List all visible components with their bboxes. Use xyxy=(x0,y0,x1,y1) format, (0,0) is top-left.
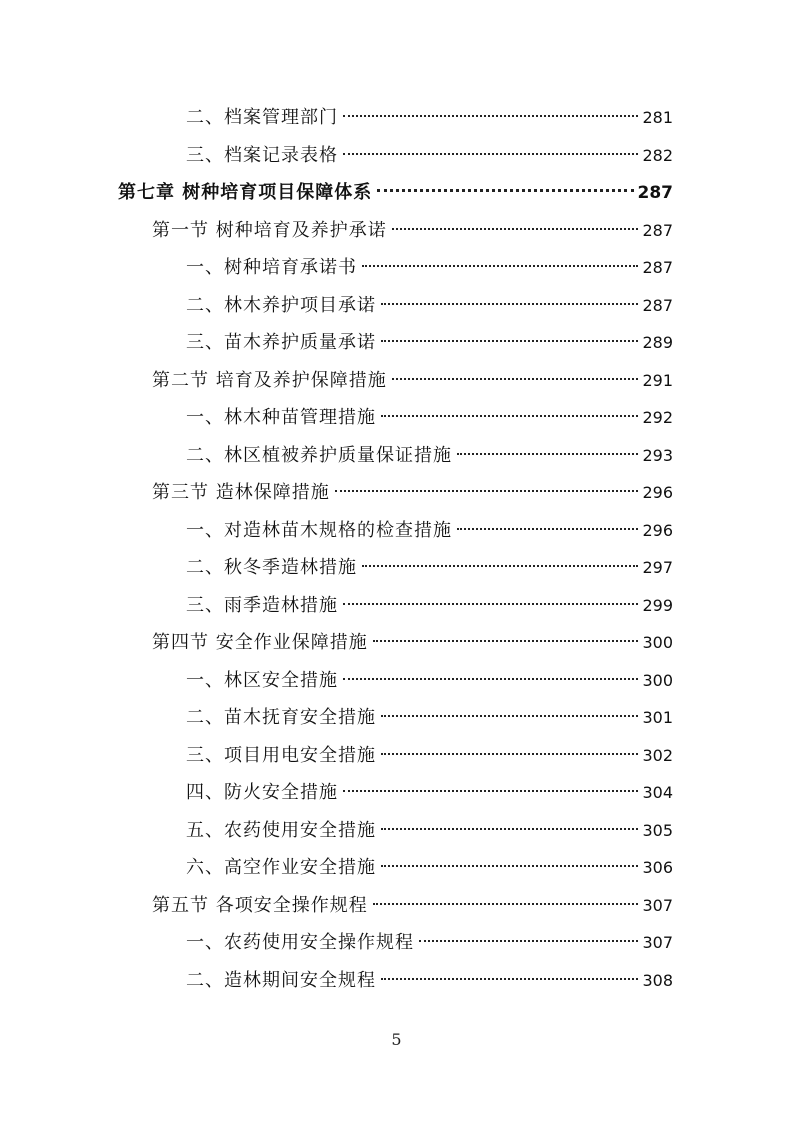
toc-entry-title: 第五节 各项安全操作规程 xyxy=(152,895,368,916)
toc-dot-leader xyxy=(457,453,638,455)
toc-entry-page: 287 xyxy=(642,258,673,277)
toc-entry-page: 291 xyxy=(642,371,673,390)
toc-entry-page: 307 xyxy=(642,933,673,952)
toc-entry[interactable] xyxy=(186,253,673,283)
toc-entry[interactable] xyxy=(186,553,673,583)
toc-entry-title: 第二节 培育及养护保障措施 xyxy=(152,370,387,391)
toc-dot-leader xyxy=(381,828,638,830)
toc-dot-leader xyxy=(362,565,638,567)
toc-entry-page: 300 xyxy=(642,633,673,652)
toc-dot-leader xyxy=(381,715,638,717)
toc-dot-leader xyxy=(377,189,633,192)
toc-entry-page: 307 xyxy=(642,896,673,915)
toc-dot-leader xyxy=(343,603,638,605)
toc-dot-leader xyxy=(343,153,638,155)
toc-dot-leader xyxy=(373,640,639,642)
toc-entry-title: 四、防火安全措施 xyxy=(186,782,338,803)
toc-dot-leader xyxy=(381,415,638,417)
toc-entry-page: 293 xyxy=(642,446,673,465)
table-of-contents xyxy=(0,100,793,1000)
toc-entry-page: 292 xyxy=(642,408,673,427)
toc-section-entry[interactable] xyxy=(152,366,673,396)
toc-section-entry[interactable] xyxy=(152,478,673,508)
toc-entry-page: 297 xyxy=(642,558,673,577)
toc-entry-page: 299 xyxy=(642,596,673,615)
toc-entry-page: 308 xyxy=(642,971,673,990)
toc-entry-title: 第四节 安全作业保障措施 xyxy=(152,632,368,653)
toc-entry-title: 第七章 树种培育项目保障体系 xyxy=(118,182,373,203)
toc-entry-title: 第一节 树种培育及养护承诺 xyxy=(152,220,387,241)
toc-entry-title: 三、雨季造林措施 xyxy=(186,595,338,616)
toc-entry-title: 三、项目用电安全措施 xyxy=(186,745,376,766)
toc-dot-leader xyxy=(335,490,639,492)
toc-dot-leader xyxy=(362,265,638,267)
toc-entry[interactable] xyxy=(186,966,673,996)
toc-entry-page: 287 xyxy=(642,296,673,315)
toc-entry[interactable] xyxy=(186,703,673,733)
toc-entry-title: 一、林区安全措施 xyxy=(186,670,338,691)
toc-chapter-entry[interactable] xyxy=(118,178,673,208)
toc-entry-page: 302 xyxy=(642,746,673,765)
toc-entry-title: 二、林区植被养护质量保证措施 xyxy=(186,445,452,466)
toc-dot-leader xyxy=(381,865,638,867)
toc-entry-title: 一、林木种苗管理措施 xyxy=(186,407,376,428)
toc-entry-page: 300 xyxy=(642,671,673,690)
toc-entry[interactable] xyxy=(186,141,673,171)
toc-dot-leader xyxy=(381,303,638,305)
toc-entry-title: 三、档案记录表格 xyxy=(186,145,338,166)
toc-entry-title: 六、高空作业安全措施 xyxy=(186,857,376,878)
toc-entry[interactable] xyxy=(186,591,673,621)
toc-entry[interactable] xyxy=(186,328,673,358)
toc-entry-page: 289 xyxy=(642,333,673,352)
toc-entry[interactable] xyxy=(186,666,673,696)
toc-entry-page: 287 xyxy=(642,221,673,240)
toc-section-entry[interactable] xyxy=(152,891,673,921)
toc-entry-page: 301 xyxy=(642,708,673,727)
toc-entry-title: 二、造林期间安全规程 xyxy=(186,970,376,991)
toc-entry[interactable] xyxy=(186,928,673,958)
toc-entry[interactable] xyxy=(186,291,673,321)
toc-section-entry[interactable] xyxy=(152,216,673,246)
toc-dot-leader xyxy=(457,528,638,530)
toc-dot-leader xyxy=(381,753,638,755)
toc-dot-leader xyxy=(343,678,638,680)
toc-entry-title: 一、农药使用安全操作规程 xyxy=(186,932,414,953)
toc-entry-title: 一、树种培育承诺书 xyxy=(186,257,357,278)
toc-entry-title: 二、苗木抚育安全措施 xyxy=(186,707,376,728)
toc-dot-leader xyxy=(392,228,639,230)
toc-entry-page: 306 xyxy=(642,858,673,877)
toc-entry[interactable] xyxy=(186,103,673,133)
toc-entry-title: 五、农药使用安全措施 xyxy=(186,820,376,841)
toc-dot-leader xyxy=(419,940,638,942)
page-number: 5 xyxy=(391,1030,402,1049)
toc-dot-leader xyxy=(381,978,638,980)
toc-entry-title: 一、对造林苗木规格的检查措施 xyxy=(186,520,452,541)
toc-entry[interactable] xyxy=(186,403,673,433)
toc-entry-title: 二、秋冬季造林措施 xyxy=(186,557,357,578)
toc-entry-page: 281 xyxy=(642,108,673,127)
toc-section-entry[interactable] xyxy=(152,628,673,658)
toc-entry[interactable] xyxy=(186,441,673,471)
toc-entry[interactable] xyxy=(186,741,673,771)
toc-entry[interactable] xyxy=(186,516,673,546)
toc-entry-title: 第三节 造林保障措施 xyxy=(152,482,330,503)
toc-entry-title: 三、苗木养护质量承诺 xyxy=(186,332,376,353)
toc-entry[interactable] xyxy=(186,816,673,846)
toc-entry[interactable] xyxy=(186,853,673,883)
toc-dot-leader xyxy=(373,903,639,905)
toc-dot-leader xyxy=(392,378,639,380)
toc-entry-page: 287 xyxy=(637,183,673,203)
toc-entry-title: 二、档案管理部门 xyxy=(186,107,338,128)
toc-entry-page: 305 xyxy=(642,821,673,840)
toc-entry[interactable] xyxy=(186,778,673,808)
toc-entry-page: 282 xyxy=(642,146,673,165)
toc-entry-page: 296 xyxy=(642,483,673,502)
toc-entry-page: 304 xyxy=(642,783,673,802)
toc-entry-title: 二、林木养护项目承诺 xyxy=(186,295,376,316)
toc-dot-leader xyxy=(343,790,638,792)
toc-dot-leader xyxy=(343,115,638,117)
toc-entry-page: 296 xyxy=(642,521,673,540)
toc-dot-leader xyxy=(381,340,638,342)
